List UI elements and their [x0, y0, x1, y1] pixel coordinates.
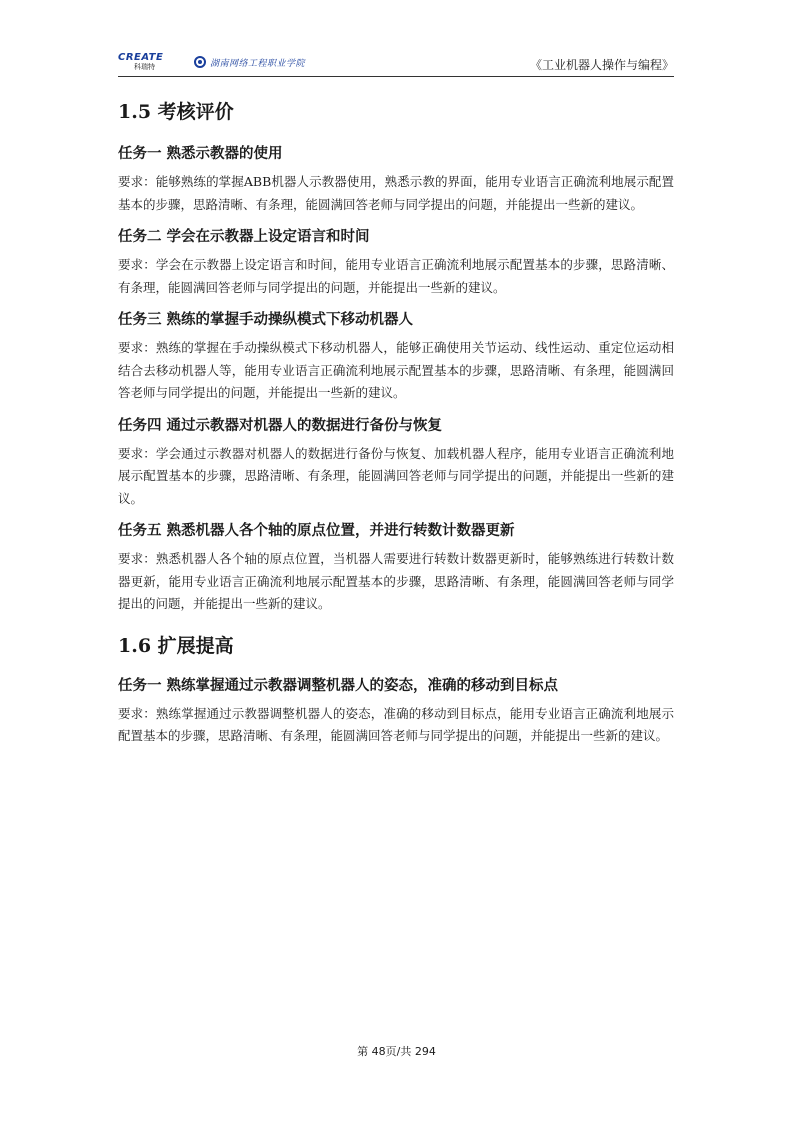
- task-requirement: 要求：学会通过示教器对机器人的数据进行备份与恢复、加载机器人程序，能用专业语言正确流利地展示配置基本的步骤，思路清晰、有条理，能圆满回答老师与同学提出的问题，并能提出一些新的建议。: [118, 445, 674, 506]
- school-name: 湖南网络工程职业学院: [210, 58, 306, 69]
- page-header: [118, 50, 674, 76]
- school-emblem-icon: [194, 56, 206, 68]
- task-block: [118, 225, 674, 299]
- task-block: [118, 414, 674, 511]
- task-title: 任务五 熟悉机器人各个轴的原点位置，并进行转数计数器更新: [118, 523, 515, 539]
- task-title: 任务三 熟练的掌握手动操纵模式下移动机器人: [118, 312, 414, 328]
- task-requirement: 要求：学会在示教器上设定语言和时间，能用专业语言正确流利地展示配置基本的步骤，思路清晰、有条理，能圆满回答老师与同学提出的问题，并能提出一些新的建议。: [118, 257, 674, 295]
- task-title: 任务一 熟练掌握通过示教器调整机器人的姿态，准确的移动到目标点: [118, 677, 559, 694]
- task-requirement: 要求：熟悉机器人各个轴的原点位置，当机器人需要进行转数计数器更新时，能够熟练进行转数计数器更新，能用专业语言正确流利地展示配置基本的步骤，思路清晰、有条理，能圆满回答老师与同学提出的问题，并能提出一些新的建议。: [118, 551, 674, 611]
- book-title: 《工业机器人操作与编程》: [529, 58, 674, 72]
- task-requirement: 要求：能够熟练的掌握ABB机器人示教器使用，熟悉示教的界面，能用专业语言正确流利地展示配置基本的步骤，思路清晰、有条理，能圆满回答老师与同学提出的问题，并能提出一些新的建议。: [118, 174, 674, 212]
- task-requirement: 要求：熟练掌握通过示教器调整机器人的姿态，准确的移动到目标点，能用专业语言正确流利地展示配置基本的步骤，思路清晰、有条理，能圆满回答老师与同学提出的问题，并能提出一些新的建议。: [118, 705, 674, 743]
- create-logo-sub: 科瑞特: [134, 63, 155, 71]
- task-title: 任务四 通过示教器对机器人的数据进行备份与恢复: [118, 417, 443, 434]
- task-block: [118, 308, 674, 405]
- page-number: 第 48页/共 294: [357, 1045, 436, 1058]
- section-title: 1.5 考核评价: [118, 101, 234, 123]
- create-logo-brand: CREATE: [118, 52, 164, 63]
- task-block: [118, 519, 674, 616]
- task-block: [118, 674, 674, 748]
- section-title: 1.6 扩展提高: [118, 634, 234, 657]
- school-logo: [194, 54, 305, 70]
- task-requirement: 要求：熟练的掌握在手动操纵模式下移动机器人，能够正确使用关节运动、线性运动、重定位运动相结合去移动机器人等，能用专业语言正确流利地展示配置基本的步骤，思路清晰、有条理，能圆满回答老师与同学提出的问题，并能提出一些新的建议。: [118, 340, 674, 400]
- header-divider: [118, 76, 674, 77]
- task-title: 任务二 学会在示教器上设定语言和时间: [118, 229, 370, 245]
- page-content: [118, 96, 674, 748]
- task-title: 任务一 熟悉示教器的使用: [118, 146, 283, 162]
- task-block: [118, 142, 674, 216]
- create-logo: [118, 52, 180, 74]
